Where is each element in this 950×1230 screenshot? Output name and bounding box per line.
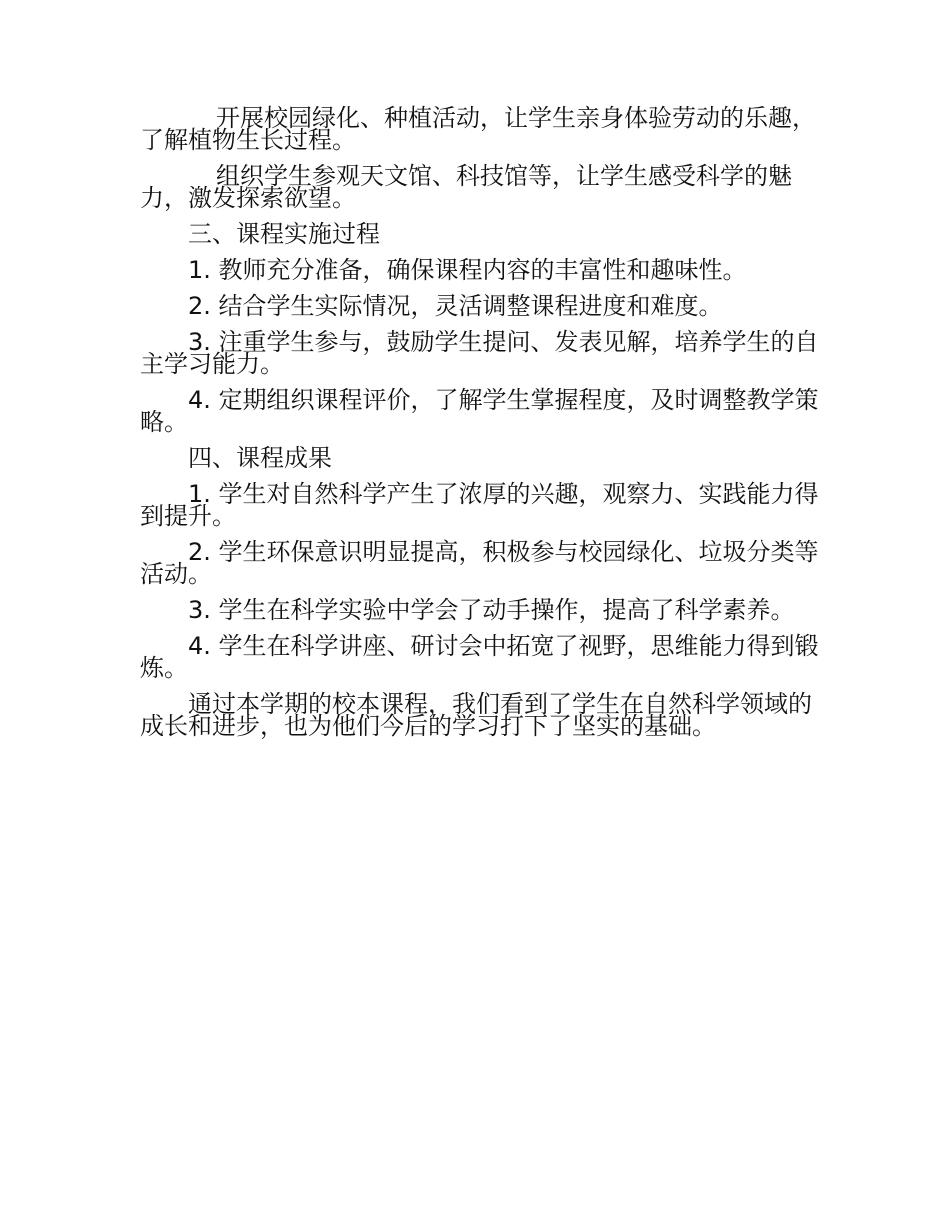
paragraph-greening: 开展校园绿化、种植活动，让学生亲身体验劳动的乐趣，了解植物生长过程。 bbox=[140, 104, 816, 154]
outcome-item-3: 3. 学生在科学实验中学会了动手操作，提高了科学素养。 bbox=[188, 596, 795, 624]
outcome-item-4: 4. 学生在科学讲座、研讨会中拓宽了视野，思维能力得到锻炼。 bbox=[140, 632, 819, 682]
conclusion-paragraph: 通过本学期的校本课程，我们看到了学生在自然科学领域的成长和进步，也为他们今后的学习打下了坚实的基础。 bbox=[140, 690, 812, 740]
document-body bbox=[140, 104, 820, 751]
implementation-item-1: 1. 教师充分准备，确保课程内容的丰富性和趣味性。 bbox=[188, 256, 747, 284]
implementation-item-2: 2. 结合学生实际情况，灵活调整课程进度和难度。 bbox=[188, 292, 723, 320]
section-heading-implementation: 三、课程实施过程 bbox=[188, 220, 380, 248]
section-heading-outcomes: 四、课程成果 bbox=[188, 444, 332, 472]
implementation-item-4: 4. 定期组织课程评价，了解学生掌握程度，及时调整教学策略。 bbox=[140, 386, 819, 436]
implementation-item-3: 3. 注重学生参与，鼓励学生提问、发表见解，培养学生的自主学习能力。 bbox=[140, 328, 819, 378]
paragraph-museum-visit: 组织学生参观天文馆、科技馆等，让学生感受科学的魅力，激发探索欲望。 bbox=[140, 162, 792, 212]
outcome-item-1: 1. 学生对自然科学产生了浓厚的兴趣，观察力、实践能力得到提升。 bbox=[140, 480, 819, 530]
outcome-item-2: 2. 学生环保意识明显提高，积极参与校园绿化、垃圾分类等活动。 bbox=[140, 538, 819, 588]
